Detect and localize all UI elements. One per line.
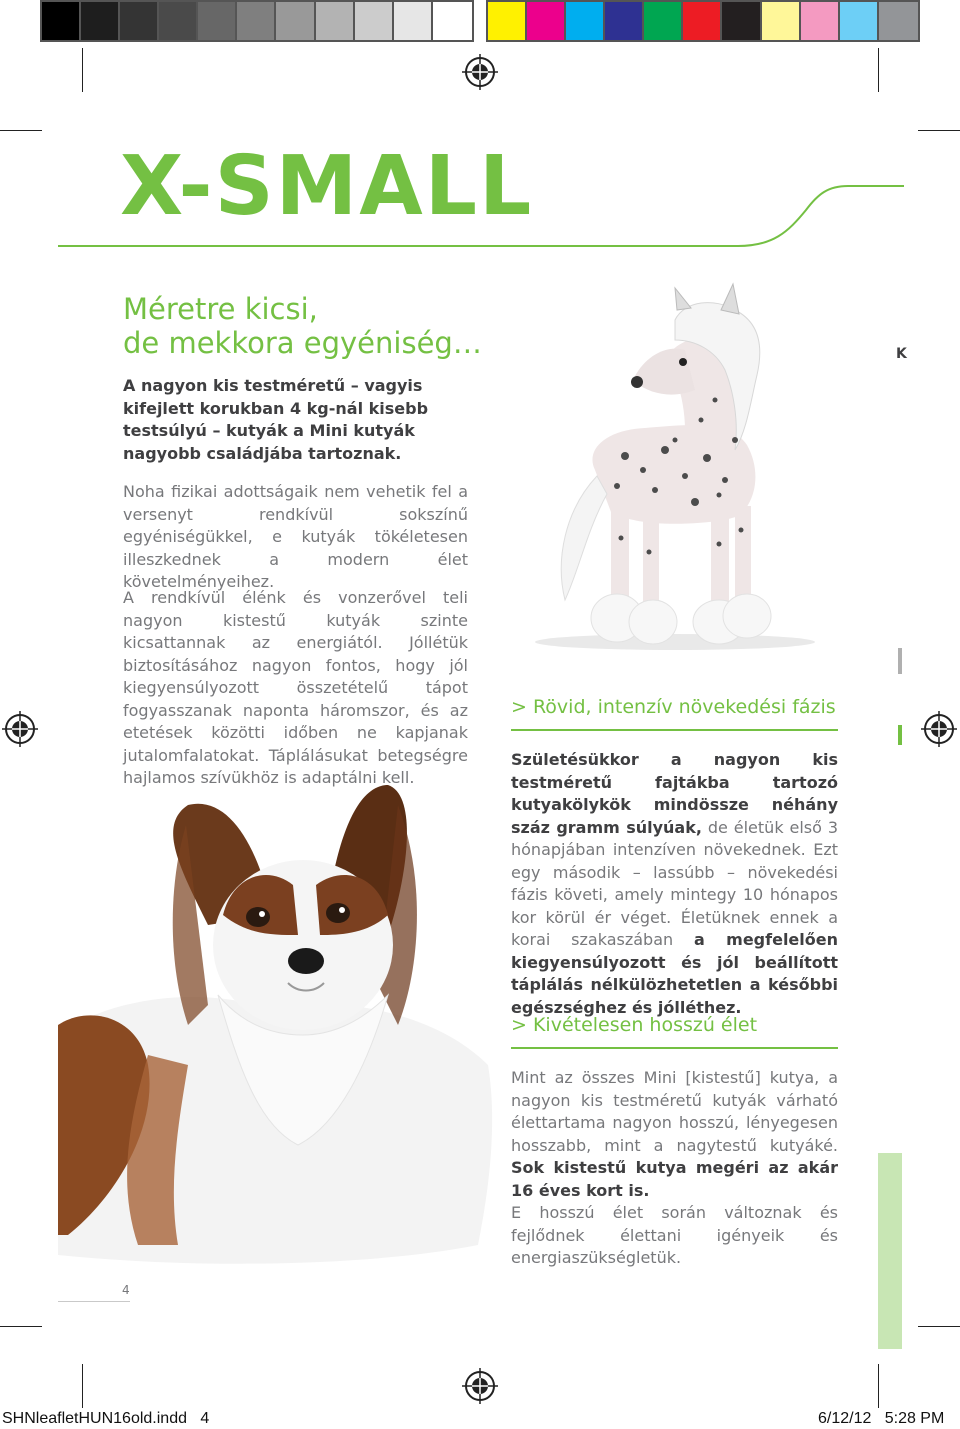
gray-swatch [198,2,237,40]
gray-swatch [120,2,159,40]
color-swatch [879,2,918,40]
section-lifespan [511,1013,838,1270]
color-swatch [801,2,840,40]
grayscale-calibration-bar [40,0,474,42]
gray-swatch [276,2,315,40]
section-growth [511,695,838,1019]
crop-mark [878,1364,879,1408]
gray-swatch [316,2,355,40]
color-swatch [527,2,566,40]
body-paragraph-2: A rendkívül élénk és vonzerővel teli nagyon kistestű kutyák szinte kicsattannak az energiától. Jóllétük biztosításához nagyon fontos, hogy jól kiegyensúlyozott összetételű tápot fogyasszanak naponta háromszor, és az etetések közötti időben ne kapjanak jutalomfalatokat. Táplálásukat betegségre hajlamos szívükhöz is adaptálni kell. [123,588,468,787]
color-swatch [762,2,801,40]
chinese-crested-dog-photo [525,280,825,655]
growth-bold-1: Születésükkor a nagyon kis testméretű fajtákba tartozó kutyakölykök mindössze néhány száz gramm súlyúak, [511,750,838,837]
color-swatch [566,2,605,40]
registration-mark-icon [2,711,38,747]
gray-swatch [42,2,81,40]
crop-mark [918,1326,960,1327]
gray-swatch [355,2,394,40]
section-lifespan-text-2: E hosszú élet során változnak és fejlődnek élettani igényeik és energiaszükségletük. [511,1203,838,1267]
papillon-dog-photo [58,765,498,1275]
section-lifespan-text [511,1067,838,1202]
color-calibration-bar [486,0,920,42]
gray-swatch [159,2,198,40]
section-growth-heading: > Rövid, intenzív növekedési fázis [511,695,838,731]
title-underline-swoosh [58,182,904,248]
crop-mark [0,130,42,131]
growth-text-1: de életük első 3 hónapjában intenzíven növekednek. Ezt egy második – lassúbb – növekedési fázis követi, amely mintegy 10 hónapos kor körül ér véget. Életüknek ennek a korai szakaszában [511,817,838,949]
lead-paragraph: A nagyon kis testméretű – vagyis kifejlett korukban 4 kg-nál kisebb testsúlyú – kutyák a Mini kutyák nagyobb családjába tartoznak. [123,376,429,463]
crop-mark [0,1326,42,1327]
registration-mark-icon [921,711,957,747]
facing-page-letter: K [896,346,907,362]
page-title: X-SMALL [120,139,534,234]
gray-swatch [433,2,472,40]
lifespan-bold-1: Sok kistestű kutya megéri az akár 16 éves kort is. [511,1158,838,1200]
body-paragraph-1: Noha fizikai adottságaik nem vehetik fel a versenyt rendkívül sokszínű egyéniségükkel, e kutyák tökéletesen illeszkednek a modern élet követelményeihez. [123,482,468,591]
color-swatch [840,2,879,40]
lifespan-text-1: Mint az összes Mini [kistestű] kutya, a nagyon kis testméretű kutyák várható élettartama nagyon hosszú, lényegesen hosszabb, mint a nagytestű kutyáké. [511,1068,838,1155]
section-lifespan-heading: > Kivételesen hosszú élet [511,1013,838,1049]
footer-timestamp: 6/12/12 5:28 PM [818,1410,945,1427]
color-swatch [644,2,683,40]
subtitle-line-1: Méretre kicsi, [123,292,318,326]
subtitle-line-2: de mekkora egyéniség… [123,326,482,360]
growth-bold-2: a megfelelően kiegyensúlyozott és jól beállított táplálás nélkülözhetetlen a későbbi egészséghez és jólléthez. [511,930,839,1017]
page-subtitle [123,292,482,360]
registration-mark-icon [462,54,498,90]
crop-mark [918,130,960,131]
facing-page-fragment [898,725,902,745]
color-swatch [722,2,761,40]
registration-mark-icon [462,1368,498,1404]
color-swatch [488,2,527,40]
page-number: 4 [122,1283,130,1297]
facing-page-side-bar [878,1153,902,1349]
section-growth-text [511,749,838,1019]
color-swatch [605,2,644,40]
gray-swatch [394,2,433,40]
crop-mark [878,48,879,92]
crop-mark [82,1364,83,1408]
footer-filename: SHNleafletHUN16old.indd 4 [2,1410,210,1427]
facing-page-fragment [898,648,902,674]
page-number-rule [58,1301,130,1302]
crop-mark [82,48,83,92]
gray-swatch [237,2,276,40]
color-swatch [683,2,722,40]
gray-swatch [81,2,120,40]
